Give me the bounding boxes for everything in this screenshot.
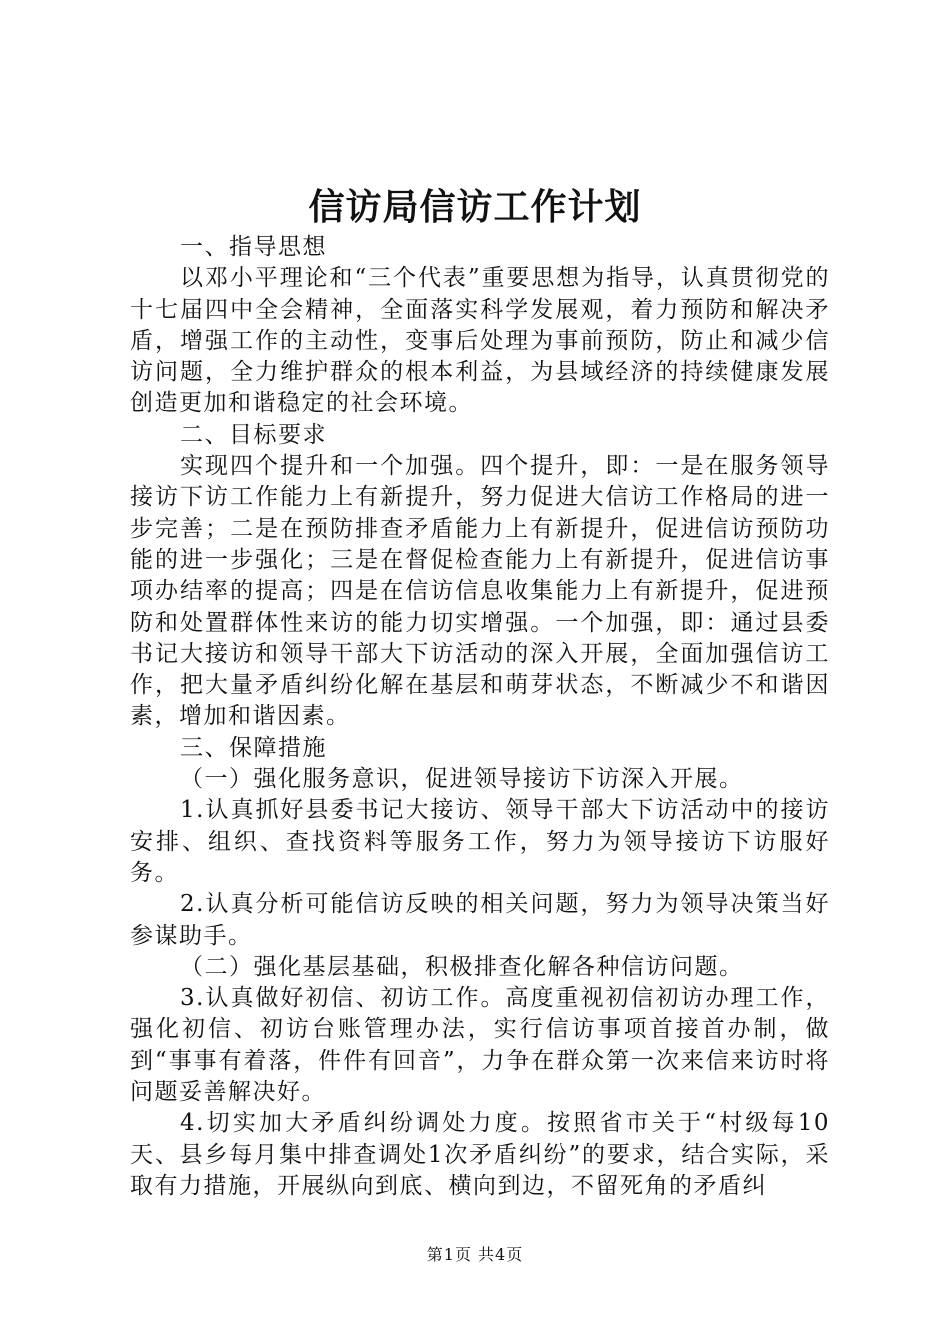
numbered-item: 1.认真抓好县委书记大接访、领导干部大下访活动中的接访安排、组织、查找资料等服务工作，努力为领导接访下访服好务。: [130, 797, 830, 886]
numbered-item: 2.认真分析可能信访反映的相关问题，努力为领导决策当好参谋助手。: [130, 891, 830, 949]
section-heading: 二、目标要求: [180, 421, 327, 448]
section-heading: 三、保障措施: [180, 734, 327, 761]
paragraph: 实现四个提升和一个加强。四个提升，即：一是在服务领导接访下访工作能力上有新提升，努力促进大信访工作格局的进一步完善；二是在预防排查矛盾能力上有新提升，促进信访预防功能的进一步强化；三是在督促检查能力上有新提升，促进信访事项办结率的提高；四是在信访信息收集能力上有新提升，促进预防和处置群体性来访的能力切实增强。一个加强，即：通过县委书记大接访和领导干部大下访活动的深入开展，全面加强信访工作，把大量矛盾纠纷化解在基层和萌芽状态，不断减少不和谐因素，增加和谐因素。: [130, 453, 830, 730]
page-number-footer: 第1页 共4页: [426, 1245, 524, 1264]
numbered-item: 3.认真做好初信、初访工作。高度重视初信初访办理工作，强化初信、初访台账管理办法，实行信访事项首接首办制，做到“事事有着落，件件有回音”，力争在群众第一次来信来访时将问题妥善解决好。: [130, 985, 830, 1106]
document-body: [130, 232, 830, 1202]
numbered-item: 4.切实加大矛盾纠纷调处力度。按照省市关于“村级每10天、县乡每月集中排查调处1次矛盾纠纷”的要求，结合实际，采取有力措施，开展纵向到底、横向到边，不留死角的矛盾纠: [130, 1110, 830, 1199]
subsection-heading: （一）强化服务意识，促进领导接访下访深入开展。: [180, 766, 744, 793]
paragraph: 以邓小平理论和“三个代表”重要思想为指导，认真贯彻党的十七届四中全会精神，全面落实科学发展观，着力预防和解决矛盾，增强工作的主动性，变事后处理为事前预防，防止和减少信访问题，全力维护群众的根本利益，为县域经济的持续健康发展创造更加和谐稳定的社会环境。: [130, 265, 830, 417]
section-heading: 一、指导思想: [180, 234, 327, 260]
document-title: 信访局信访工作计划: [308, 187, 642, 228]
subsection-heading: （二）强化基层基础，积极排查化解各种信访问题。: [180, 953, 744, 980]
